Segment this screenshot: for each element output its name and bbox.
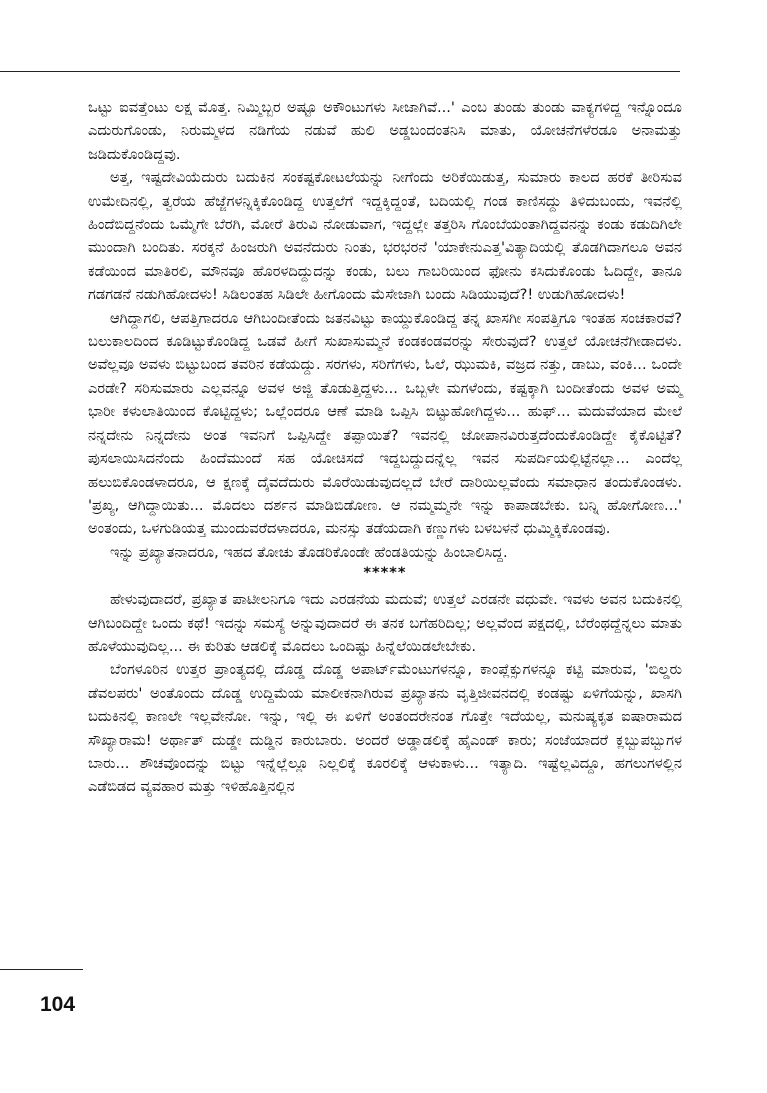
paragraph: ಇನ್ನು ಪ್ರಖ್ಯಾತನಾದರೂ, ಇಹದ ತೋಚು ತೊಡರಿಕೊಂಡೇ ಹೆಂಡತಿಯನ್ನು ಹಿಂಬಾಲಿಸಿದ್ದ. [110,543,508,561]
footer-rule [0,969,83,970]
paragraph: ಆಗಿದ್ದಾಗಲಿ, ಆಪತ್ತಿಗಾದರೂ ಆಗಿಬಂದೀತೆಂದು ಜತನವಿಟ್ಟು ಕಾಯ್ದುಕೊಂಡಿದ್ದ ತನ್ನ ಖಾಸಗೀ ಸಂಪತ್ತಿಗೂ ಇಂತಹ ಸಂಚಕಾರವೆ? ಬಲುಕಾಲದಿಂದ ಕೂಡಿಟ್ಟುಕೊಂಡಿದ್ದ ಒಡವೆ ಹೀಗೆ ಸುಖಾಸುಮ್ಮನೆ ಕಂಡಕಂಡವರನ್ನು ಸೇರುವುದೆ? ಉತ್ತಲೆ ಯೋಚನೆಗೀಡಾದಳು. ಅವೆಲ್ಲವೂ ಅವಳು ಬಿಟ್ಟುಬಂದ ತವರಿನ ಕಡೆಯದ್ದು. ಸರಗಳು, ಸರಿಗೆಗಳು, ಓಲೆ, ಝುಮಕಿ, ವಜ್ರದ ನತ್ತು, ಡಾಬು, ವಂಕಿ... ಒಂದೇ ಎರಡೇ? ಸರಿಸುಮಾರು ಎಲ್ಲವನ್ನೂ ಅವಳ ಅಜ್ಜಿ ತೊಡುತ್ತಿದ್ದಳು... ಒಬ್ಬಳೇ ಮಗಳೆಂದು, ಕಷ್ಟಕ್ಕಾಗಿ ಬಂದೀತೆಂದು ಅವಳ ಅಮ್ಮ ಭಾರೀ ಕಳುಲಾತಿಯಿಂದ ಕೊಟ್ಟಿದ್ದಳು; ಒಲ್ಲೆಂದರೂ ಆಣೆ ಮಾಡಿ ಒಪ್ಪಿಸಿ ಬಿಟ್ಟುಹೋಗಿದ್ದಳು... ಹುಫ್... ಮದುವೆಯಾದ ಮೇಲೆ ನನ್ನದೇನು ನಿನ್ನದೇನು ಅಂತ ಇವನಿಗೆ ಒಪ್ಪಿಸಿದ್ದೇ ತಪ್ಪಾಯಿತೆ? ಇವನಲ್ಲಿ ಜೋಪಾನವಿರುತ್ತದೆಂದುಕೊಂಡಿದ್ದೇ ಕೈಕೊಟ್ಟಿತೆ? ಪುಸಲಾಯಿಸಿದನೆಂದು ಹಿಂದೆಮುಂದೆ ಸಹ ಯೋಚಿಸದೆ ಇದ್ದಬದ್ದುದನ್ನೆಲ್ಲ ಇವನ ಸುಪರ್ದಿಯಲ್ಲಿಟ್ಟೆನಲ್ಲಾ... ಎಂದೆಲ್ಲ ಹಲುಬಿಕೊಂಡಳಾದರೂ, ಆ ಕ್ಷಣಕ್ಕೆ ದೈವದೆದುರು ಮೊರೆಯಿಡುವುದಲ್ಲದೆ ಬೇರೆ ದಾರಿಯಿಲ್ಲವೆಂದು ಸಮಾಧಾನ ತಂದುಕೊಂಡಳು. 'ಪ್ರಖ್ಯ, ಆಗಿದ್ದಾಯಿತು... ಮೊದಲು ದರ್ಶನ ಮಾಡಿಬಿಡೋಣ. ಆ ನಮ್ಮಮ್ಮನೇ ಇನ್ನು ಕಾಪಾಡಬೇಕು. ಬನ್ನಿ ಹೋಗೋಣ...' ಅಂತಂದು, ಒಳಗುಡಿಯತ್ತ ಮುಂದುವರೆದಳಾದರೂ, ಮನಸ್ಸು ತಡೆಯದಾಗಿ ಕಣ್ಣುಗಳು ಬಳಬಳನೆ ಧುಮ್ಮಿಕ್ಕಿಕೊಂಡವು. [88,309,682,538]
page-number: 104 [40,993,76,1016]
paragraph: ಬೆಂಗಳೂರಿನ ಉತ್ತರ ಪ್ರಾಂತ್ಯದಲ್ಲಿ ದೊಡ್ಡ ದೊಡ್ಡ ಅಪಾರ್ಟ್‌ಮೆಂಟುಗಳನ್ನೂ, ಕಾಂಪ್ಲೆಕ್ಸುಗಳನ್ನೂ ಕಟ್ಟಿ ಮಾರುವ, 'ಬಿಲ್ಡರು ಡೆವಲಪರು' ಅಂತೊಂದು ದೊಡ್ಡ ಉದ್ದಿಮೆಯ ಮಾಲೀಕನಾಗಿರುವ ಪ್ರಖ್ಯಾತನು ವೃತ್ತಿಜೀವನದಲ್ಲಿ ಕಂಡಷ್ಟು ಏಳಿಗೆಯನ್ನು, ಖಾಸಗಿ ಬದುಕಿನಲ್ಲಿ ಕಾಣಲೇ ಇಲ್ಲವೇನೋ. ಇನ್ನು, ಇಲ್ಲಿ ಈ ಏಳಿಗೆ ಅಂತಂದರೇನಂತ ಗೊತ್ತೇ ಇದೆಯಲ್ಲ, ಮನುಷ್ಯಕೃತ ಐಷಾರಾಮದ ಸೌಖ್ಯಾರಾಮ! ಅರ್ಥಾತ್ ದುಡ್ಡೇ ದುಡ್ಡಿನ ಕಾರುಬಾರು. ಅಂದರೆ ಅಡ್ಡಾಡಲಿಕ್ಕೆ ಹೈಎಂಡ್ ಕಾರು; ಸಂಜೆಯಾದರೆ ಕ್ಲಬ್ಬುಪಬ್ಬುಗಳ ಬಾರು... ಶೌಚವೊಂದನ್ನು ಬಿಟ್ಟು ಇನ್ನೆಲ್ಲೆಲ್ಲೂ ನಿಲ್ಲಲಿಕ್ಕೆ ಕೂರಲಿಕ್ಕೆ ಆಳುಕಾಳು... ಇತ್ಯಾದಿ. ಇಷ್ಟೆಲ್ಲವಿದ್ದೂ, ಹಗಲುಗಳಲ್ಲಿನ ಎಡೆಬಿಡದ ವ್ಯವಹಾರ ಮತ್ತು ಇಳಿಹೊತ್ತಿನಲ್ಲಿನ [88,661,682,796]
section-separator: ***** [363,564,407,582]
paragraph: ಒಟ್ಟು ಐವತ್ತೆಂಟು ಲಕ್ಷ ಮೊತ್ತ. ನಿಮ್ಮಿಬ್ಬರ ಅಷ್ಟೂ ಅಕೌಂಟುಗಳು ಸೀಜಾಗಿವೆ...' ಎಂಬ ತುಂಡು ತುಂಡು ವಾಕ್ಯಗಳಿದ್ದ ಇನ್ನೊಂದೂ ಎದುರುಗೊಂಡು, ನಿರುಮ್ಮಳದ ನಡಿಗೆಯ ನಡುವೆ ಹುಲಿ ಅಡ್ಡಬಂದಂತನಿಸಿ ಮಾತು, ಯೋಚನೆಗಳೆರಡೂ ಅನಾಮತ್ತು ಜಡಿದುಕೊಂಡಿದ್ದವು. [88,99,682,163]
header-rule [0,71,680,72]
page-body [88,96,682,799]
paragraph: ಅತ್ತ, ಇಷ್ಟದೇವಿಯೆದುರು ಬದುಕಿನ ಸಂಕಷ್ಟಕೋಟಲೆಯನ್ನು ನೀಗೆಂದು ಅರಿಕೆಯಿಡುತ್ತ, ಸುಮಾರು ಕಾಲದ ಹರಕೆ ತೀರಿಸುವ ಉಮೇದಿನಲ್ಲಿ, ತ್ವರೆಯ ಹೆಜ್ಜೆಗಳನ್ನಿಕ್ಕಿಕೊಂಡಿದ್ದ ಉತ್ತಲೆಗೆ ಇದ್ದಕ್ಕಿದ್ದಂತೆ, ಬದಿಯಲ್ಲಿ ಗಂಡ ಕಾಣಿಸದ್ದು ತಿಳಿದುಬಂದು, ಇವನೆಲ್ಲಿ ಹಿಂದೆಬಿದ್ದನೆಂದು ಒಮ್ಮೆಗೇ ಬೆರಗಿ, ಮೋರೆ ತಿರುವಿ ನೋಡುವಾಗ, ಇದ್ದಲ್ಲೇ ತತ್ತರಿಸಿ ಗೊಂಬೆಯಂತಾಗಿದ್ದವನನ್ನು ಕಂಡು ಕಡುದಿಗಿಲೇ ಮುಂದಾಗಿ ಬಂದಿತು. ಸರಕ್ಕನೆ ಹಿಂಜರುಗಿ ಅವನೆದುರು ನಿಂತು, ಭರಭರನೆ 'ಯಾಕೇನುಎತ್ತ'ವಿತ್ಯಾದಿಯಲ್ಲಿ ತೊಡಗಿದಾಗಲೂ ಅವನ ಕಡೆಯಿಂದ ಮಾತಿರಲಿ, ಮೌನವೂ ಹೊರಳದಿದ್ದುದನ್ನು ಕಂಡು, ಬಲು ಗಾಬರಿಯಿಂದ ಫೋನು ಕಸಿದುಕೊಂಡು ಓದಿದ್ದೇ, ತಾನೂ ಗಡಗಡನೆ ನಡುಗಿಹೋದಳು! ಸಿಡಿಲಂತಹ ಸಿಡಿಲೇ ಹೀಗೊಂದು ಮೆಸೇಜಾಗಿ ಬಂದು ಸಿಡಿಯುವುದೆ?! ಉಡುಗಿಹೋದಳು! [88,169,682,304]
paragraph: ಹೇಳುವುದಾದರೆ, ಪ್ರಖ್ಯಾತ ಪಾಟೀಲನಿಗೂ ಇದು ಎರಡನೆಯ ಮದುವೆ; ಉತ್ತಲೆ ಎರಡನೇ ವಧುವೇ. ಇವಳು ಅವನ ಬದುಕಿನಲ್ಲಿ ಆಗಿಬಂದಿದ್ದೇ ಒಂದು ಕಥೆ! ಇದನ್ನು ಸಮಸ್ಯೆ ಅನ್ನುವುದಾದರೆ ಈ ತನಕ ಬಗೆಹರಿದಿಲ್ಲ; ಅಲ್ಲವೆಂದ ಪಕ್ಷದಲ್ಲಿ, ಬೆರೆಂಥದ್ದೆನ್ನಲು ಮಾತು ಹೊಳೆಯುವುದಿಲ್ಲ... ಈ ಕುರಿತು ಆಡಲಿಕ್ಕೆ ಮೊದಲು ಒಂದಿಷ್ಟು ಹಿನ್ನೆಲೆಯಿಡಲೇಬೇಕು. [88,591,682,655]
